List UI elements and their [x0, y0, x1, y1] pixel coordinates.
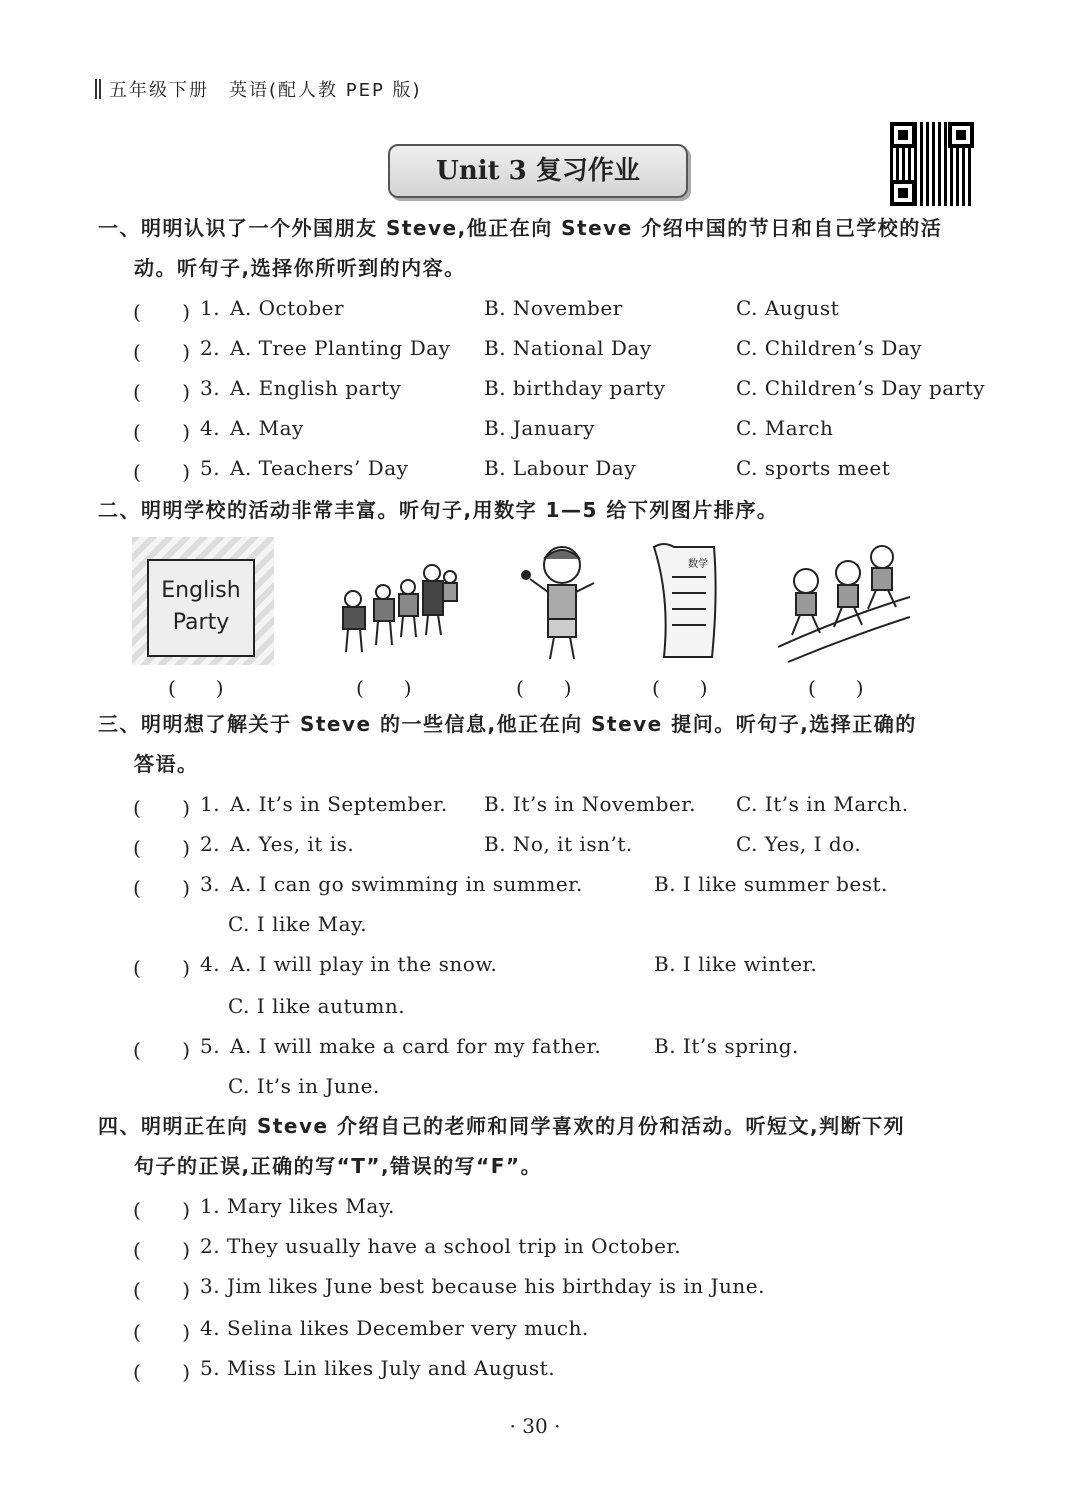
answer-paren[interactable]: ( )	[133, 1320, 191, 1344]
option-c[interactable]: C. Children’s Day party	[736, 376, 986, 400]
answer-paren[interactable]: ( )	[133, 796, 191, 820]
option-b[interactable]: B. November	[484, 296, 623, 320]
option-b[interactable]: B. National Day	[484, 336, 652, 360]
option-a[interactable]: A. May	[230, 416, 304, 440]
answer-paren[interactable]: ( )	[133, 876, 191, 900]
answer-paren[interactable]: ( )	[133, 300, 191, 324]
answer-paren[interactable]: ( )	[133, 420, 191, 444]
question-number: 5.	[200, 456, 221, 480]
option-b[interactable]: B. Labour Day	[484, 456, 637, 480]
option-b[interactable]: B. No, it isn’t.	[484, 832, 633, 856]
question-number: 3.	[200, 872, 221, 896]
section2-heading: 二、明明学校的活动非常丰富。听句子,用数字 1—5 给下列图片排序。	[98, 498, 779, 522]
scroll-label: 数学	[688, 559, 708, 570]
question-number: 4.	[200, 952, 221, 976]
statement-text: 2. They usually have a school trip in October.	[200, 1234, 682, 1258]
answer-paren[interactable]: ( )	[133, 1198, 191, 1222]
answer-paren[interactable]: ( )	[133, 340, 191, 364]
answer-paren-pic3[interactable]: ( )	[516, 676, 572, 700]
question-number: 2.	[200, 336, 221, 360]
sports-meet-picture	[778, 537, 910, 665]
option-b[interactable]: B. It’s spring.	[654, 1034, 799, 1058]
running-header	[95, 76, 422, 102]
english-party-picture	[132, 537, 274, 665]
question-number: 1.	[200, 792, 221, 816]
option-a[interactable]: A. I will play in the snow.	[230, 952, 498, 976]
card-line2: Party	[172, 610, 230, 635]
answer-paren[interactable]: ( )	[133, 1278, 191, 1302]
answer-paren[interactable]: ( )	[133, 956, 191, 980]
section1-heading: 一、明明认识了一个外国朋友 Steve,他正在向 Steve 介绍中国的节日和自己学校的活 动。听句子,选择你所听到的内容。	[98, 216, 943, 280]
question-number: 5.	[200, 1034, 221, 1058]
statement-text: 3. Jim likes June best because his birthday is in June.	[200, 1274, 765, 1298]
qr-code-icon[interactable]	[890, 122, 974, 206]
answer-paren[interactable]: ( )	[133, 460, 191, 484]
option-a[interactable]: A. Teachers’ Day	[230, 456, 409, 480]
option-b[interactable]: B. birthday party	[484, 376, 666, 400]
option-c[interactable]: C. It’s in March.	[736, 792, 909, 816]
option-c[interactable]: C. I like autumn.	[228, 994, 406, 1018]
answer-paren[interactable]: ( )	[133, 1360, 191, 1384]
option-b[interactable]: B. I like winter.	[654, 952, 818, 976]
option-a[interactable]: A. It’s in September.	[230, 792, 448, 816]
option-b[interactable]: B. I like summer best.	[654, 872, 888, 896]
option-b[interactable]: B. January	[484, 416, 595, 440]
answer-paren[interactable]: ( )	[133, 1238, 191, 1262]
option-c[interactable]: C. Yes, I do.	[736, 832, 862, 856]
option-a[interactable]: A. Yes, it is.	[230, 832, 355, 856]
answer-paren-pic2[interactable]: ( )	[356, 676, 412, 700]
option-a[interactable]: A. I can go swimming in summer.	[230, 872, 583, 896]
singing-boy-picture	[512, 537, 602, 665]
option-a[interactable]: A. I will make a card for my father.	[230, 1034, 602, 1058]
statement-text: 4. Selina likes December very much.	[200, 1316, 589, 1340]
section4-heading: 四、明明正在向 Steve 介绍自己的老师和同学喜欢的月份和活动。听短文,判断下列 句子的正误,正确的写“T”,错误的写“F”。	[98, 1114, 906, 1178]
answer-paren[interactable]: ( )	[133, 836, 191, 860]
header-text: 五年级下册 英语(配人教 PEP 版)	[109, 80, 422, 101]
question-number: 2.	[200, 832, 221, 856]
option-c[interactable]: C. Children’s Day	[736, 336, 923, 360]
header-bar-icon	[95, 79, 101, 99]
option-a[interactable]: A. English party	[230, 376, 402, 400]
page-number: · 30 ·	[509, 1414, 561, 1438]
question-number: 4.	[200, 416, 221, 440]
answer-paren-pic1[interactable]: ( )	[168, 676, 224, 700]
statement-text: 5. Miss Lin likes July and August.	[200, 1356, 556, 1380]
school-trip-picture	[328, 537, 462, 665]
option-c[interactable]: C. sports meet	[736, 456, 891, 480]
option-c[interactable]: C. March	[736, 416, 834, 440]
answer-paren-pic4[interactable]: ( )	[652, 676, 708, 700]
math-paper-scroll-picture	[644, 537, 728, 665]
option-c[interactable]: C. It’s in June.	[228, 1074, 380, 1098]
option-b[interactable]: B. It’s in November.	[484, 792, 696, 816]
answer-paren[interactable]: ( )	[133, 1038, 191, 1062]
card-line1: English	[161, 578, 241, 603]
question-number: 1.	[200, 296, 221, 320]
question-number: 3.	[200, 376, 221, 400]
option-a[interactable]: A. October	[230, 296, 345, 320]
option-c[interactable]: C. August	[736, 296, 840, 320]
section3-heading: 三、明明想了解关于 Steve 的一些信息,他正在向 Steve 提问。听句子,选择正确的 答语。	[98, 712, 917, 776]
page-title: Unit 3 复习作业	[388, 144, 688, 198]
option-c[interactable]: C. I like May.	[228, 912, 368, 936]
statement-text: 1. Mary likes May.	[200, 1194, 395, 1218]
option-a[interactable]: A. Tree Planting Day	[230, 336, 451, 360]
answer-paren[interactable]: ( )	[133, 380, 191, 404]
answer-paren-pic5[interactable]: ( )	[808, 676, 864, 700]
